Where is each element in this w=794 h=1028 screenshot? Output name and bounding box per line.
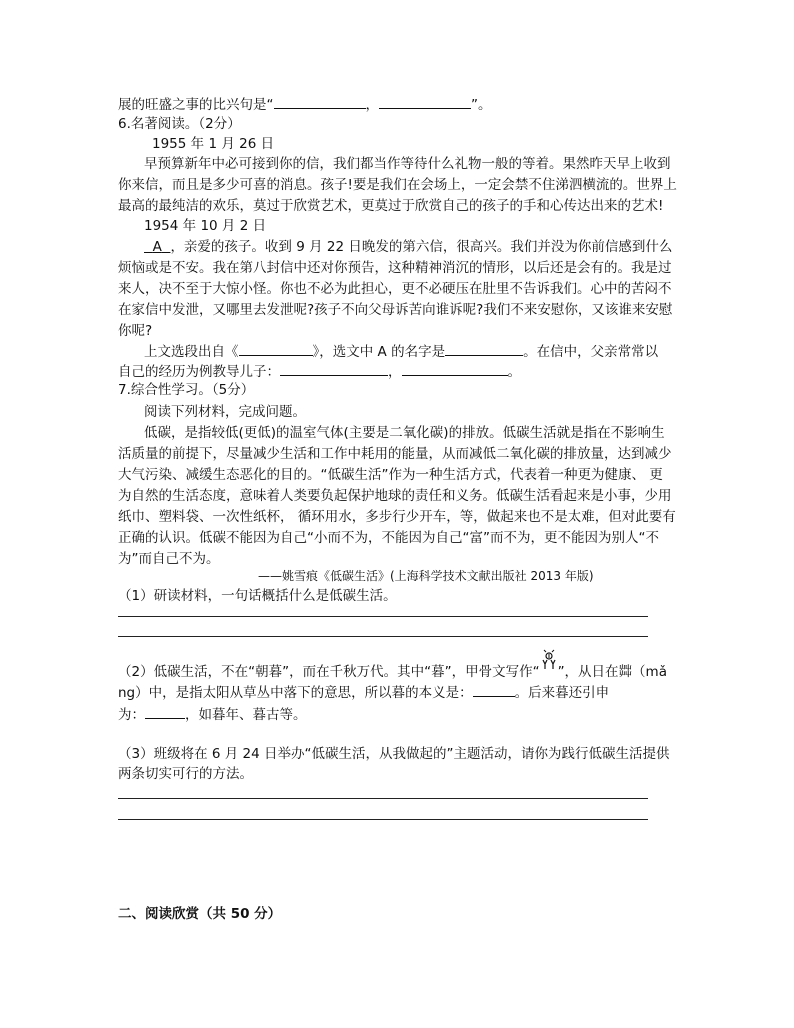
answer-line[interactable] (118, 636, 648, 637)
q6-para1-line: 你来信，而且是多少可喜的消息。孩子!要是我们在会场上，一定会禁不住涕泗横流的。世界上 (118, 177, 677, 193)
q7-sub2-line: ng）中，是指太阳从草丛中落下的意思，所以暮的本义是： 。后来暮还引申 (118, 682, 609, 703)
q6-para2-line: 在家信中发泄，又哪里去发泄呢?孩子不向父母诉苦向谁诉呢?我们不来安慰你，又该谁来安慰 (118, 302, 673, 318)
answer-blank[interactable] (274, 94, 366, 109)
q7-material-line: 低碳，是指较低(更低)的温室气体(主要是二氧化碳)的排放。低碳生活就是指在不影响生 (144, 425, 665, 441)
answer-blank[interactable] (379, 94, 471, 109)
q7-material-line: 为自然的生活态度，意味着人类要负起保护地球的责任和义务。低碳生活看起来是小事，少用 (118, 488, 672, 504)
q7-sub2-line: 为： ，如暮年、暮古等。 (118, 704, 307, 725)
q7-sub2-line: （2）低碳生活，不在“朝暮”，而在千秋万代。其中“暮”，甲骨文写作“ ”，从日在茻（mǎ (118, 660, 667, 682)
answer-blank[interactable] (402, 361, 508, 376)
blank-a-label: A (152, 239, 162, 255)
q6-question-line: 自己的经历为例教导儿子： ， 。 (118, 361, 521, 382)
q6-date2: 1954 年 10 月 2 日 (144, 218, 267, 234)
q6-para2-line: 烦恼或是不安。我在第八封信中还对你预告，这种精神消沉的情形，以后还是会有的。我是过 (118, 260, 672, 276)
q6-question-line: 上文选段出自《 》，选文中 A 的名字是 。在信中，父亲常常以 (144, 341, 658, 362)
q6-para2-line: A ，亲爱的孩子。收到 9 月 22 日晚发的第六信，很高兴。我们并没为你前信感到什么 (144, 237, 672, 257)
q7-sub1: （1）研读材料，一句话概括什么是低碳生活。 (118, 588, 397, 604)
answer-blank[interactable] (145, 704, 185, 719)
q7-heading: 7.综合性学习。（5分） (118, 382, 255, 398)
answer-line[interactable] (118, 616, 648, 617)
q6-para2-line: 你呢? (118, 323, 153, 339)
oracle-bone-mu-icon (540, 660, 558, 678)
answer-blank[interactable] (280, 361, 388, 376)
q7-material-line: 纸巾、塑料袋、一次性纸杯， 循环用水，多步行少开车，等，做起来也不是太难，但对此要有 (118, 509, 676, 525)
q7-material-line: 正确的认识。低碳不能因为自己“小而不为，不能因为自己“富”而不为，更不能因为别人“不 (118, 530, 659, 546)
q6-heading: 6.名著阅读。（2分） (118, 116, 241, 132)
q7-sub3-line: （3）班级将在 6 月 24 日举办“低碳生活，从我做起的”主题活动，请你为践行低碳生活提供 (118, 746, 670, 762)
q7-intro: 阅读下列材料，完成问题。 (144, 404, 306, 420)
q6-para1-line: 最高的最纯洁的欢乐，莫过于欣赏艺术，更莫过于欣赏自己的孩子的手和心传达出来的艺术! (118, 198, 664, 214)
answer-blank[interactable] (445, 341, 523, 356)
q7-source: ——姚雪痕《低碳生活》(上海科学技术文献出版社 2013 年版) (258, 569, 594, 583)
q7-material-line: 活质量的前提下，尽量减少生活和工作中耗用的能量，从而减低二氧化碳的排放量，达到减少 (118, 446, 672, 462)
q6-date1: 1955 年 1 月 26 日 (152, 136, 275, 152)
section2-heading: 二、阅读欣赏（共 50 分） (118, 906, 282, 922)
q7-material-line: 大气污染、减缓生态恶化的目的。“低碳生活”作为一种生活方式，代表着一种更为健康、 更 (118, 467, 663, 483)
answer-blank[interactable] (239, 341, 313, 356)
q6-para2-line: 来人，决不至于大惊小怪。你也不必为此担心，更不必硬压在肚里不告诉我们。心中的苦闷不 (118, 281, 672, 297)
q7-material-line: 为”而自己不为。 (118, 551, 220, 567)
q5-answer-line: 展的旺盛之事的比兴句是“ ， ”。 (118, 94, 492, 115)
answer-line[interactable] (118, 798, 648, 799)
q6-para1-line: 早预算新年中必可接到你的信，我们都当作等待什么礼物一般的等着。果然昨天早上收到 (144, 156, 671, 172)
answer-blank[interactable] (473, 682, 515, 697)
answer-line[interactable] (118, 819, 648, 820)
q7-sub3-line: 两条切实可行的方法。 (118, 766, 253, 782)
